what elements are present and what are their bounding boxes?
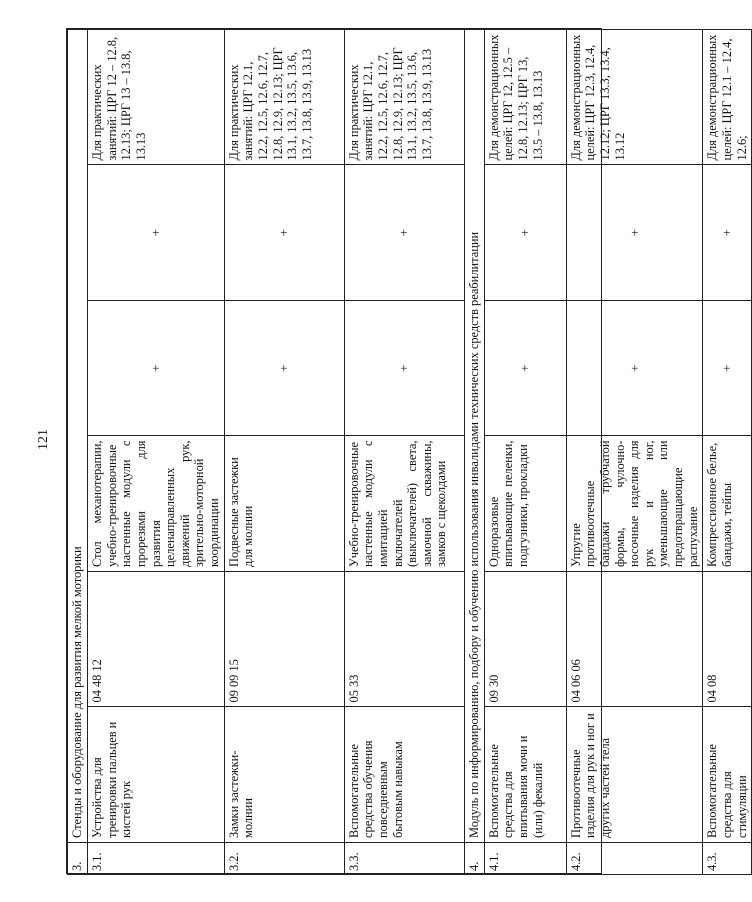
section-number: 3. — [68, 843, 88, 875]
table-row — [88, 30, 225, 875]
mark-cell — [224, 165, 344, 301]
section-title: Стенды и оборудование для развития мелкой моторики — [68, 30, 88, 843]
usage-notes: Для демонстрационных целей: ЦРГ 12.3, 12.4, 12.12; ЦРГ 13.3, 13.4, 13.12 — [566, 30, 703, 166]
row-number: 4.2. — [566, 843, 703, 875]
section-row-3 — [68, 30, 88, 875]
page-number: 121 — [36, 429, 51, 450]
row-number: 4.1. — [484, 843, 566, 875]
plus-mark: + — [396, 364, 412, 372]
usage-notes: Для практических занятий: ЦРГ 12 – 12.8, 12.13; ЦРГ 13 – 13.8, 13.13 — [88, 30, 225, 166]
device-description: Упругие противоотечные бандажи трубчатой формы, чулочно-носочные изделия для рук и ног, уменьшающие или предотвращающие распухание — [566, 436, 703, 572]
mark-cell — [484, 301, 566, 437]
equipment-table — [67, 29, 752, 875]
row-number: 4.3. — [703, 843, 752, 875]
plus-mark: + — [276, 364, 292, 372]
device-description: Учебно-тренировочные настенные модули с имитацией включателей (выключателей) света, замочной скважины, замков с щеколдами — [344, 436, 464, 572]
table-row — [484, 30, 566, 875]
mark-cell — [566, 301, 703, 437]
plus-mark: + — [517, 364, 533, 372]
plus-mark: + — [276, 229, 292, 237]
device-name: Вспомогательные средства для впитывания мочи и (или) фекалий — [484, 707, 566, 843]
row-number: 3.2. — [224, 843, 344, 875]
plus-mark: + — [719, 364, 735, 372]
plus-mark: + — [396, 229, 412, 237]
device-name: Вспомогательные средства для стимуляции — [703, 707, 752, 843]
device-code: 04 08 — [703, 572, 752, 708]
device-description: Одноразовые впитывающие пеленки, подгузники, прокладки — [484, 436, 566, 572]
device-code: 09 09 15 — [224, 572, 344, 708]
device-code: 04 06 06 — [566, 572, 703, 708]
table-row — [344, 30, 464, 875]
table-row — [566, 30, 703, 875]
plus-mark: + — [719, 229, 735, 237]
table-row — [224, 30, 344, 875]
device-name: Замки застежки-молнии — [224, 707, 344, 843]
section-row-4 — [464, 30, 484, 875]
usage-notes: Для демонстрационных целей: ЦРГ 12.1 – 12.4, 12.6; — [703, 30, 752, 166]
device-code: 05 33 — [344, 572, 464, 708]
plus-mark: + — [626, 229, 642, 237]
mark-cell — [484, 165, 566, 301]
plus-mark: + — [517, 229, 533, 237]
plus-mark: + — [148, 364, 163, 372]
mark-cell — [88, 165, 225, 301]
device-description: Стол механотерапии, учебно-тренировочные настенные модули с прорезями для развития целенаправленных движений рук, зрительно-моторной координации — [88, 436, 225, 572]
usage-notes: Для демонстрационных целей: ЦРГ 12, 12.5 – 12.8, 12.13; ЦРГ 13, 13.5 – 13.8, 13.13 — [484, 30, 566, 166]
mark-cell — [703, 301, 752, 437]
row-number: 3.1. — [88, 843, 225, 875]
mark-cell — [88, 301, 225, 437]
mark-cell — [566, 165, 703, 301]
mark-cell — [344, 301, 464, 437]
device-code: 09 30 — [484, 572, 566, 708]
document-sheet — [66, 28, 749, 874]
section-title: Модуль по информированию, подбору и обучению использования инвалидами технических средств реабилитации — [464, 30, 484, 843]
row-number: 3.3. — [344, 843, 464, 875]
plus-mark: + — [148, 229, 163, 237]
device-code: 04 48 12 — [88, 572, 225, 708]
device-name: Вспомогательные средства обучения повседневным бытовым навыкам — [344, 707, 464, 843]
table-row — [703, 30, 752, 875]
section-number: 4. — [464, 843, 484, 875]
device-description: Подвесные застежки для молнии — [224, 436, 344, 572]
mark-cell — [703, 165, 752, 301]
usage-notes: Для практических занятий: ЦРГ 12.1, 12.2, 12.5, 12.6, 12.7, 12.8, 12.9, 12.13; ЦРГ 13.1, 13.2, 13.5, 13.6, 13.7, 13.8, 13.9, 13.13 — [344, 30, 464, 166]
device-name: Противоотечные изделия для рук и ног и других частей тела — [566, 707, 703, 843]
mark-cell — [224, 301, 344, 437]
plus-mark: + — [626, 364, 642, 372]
mark-cell — [344, 165, 464, 301]
usage-notes: Для практических занятий: ЦРГ 12.1, 12.2, 12.5, 12.6, 12.7, 12.8, 12.9, 12.13; ЦРГ 13.1, 13.2, 13.5, 13.6, 13.7, 13.8, 13.9, 13.13 — [224, 30, 344, 166]
device-name: Устройства для тренировки пальцев и кистей рук — [88, 707, 225, 843]
device-description: Компрессионное белье, бандажи, тейпы — [703, 436, 752, 572]
rotated-table-container — [67, 29, 749, 875]
